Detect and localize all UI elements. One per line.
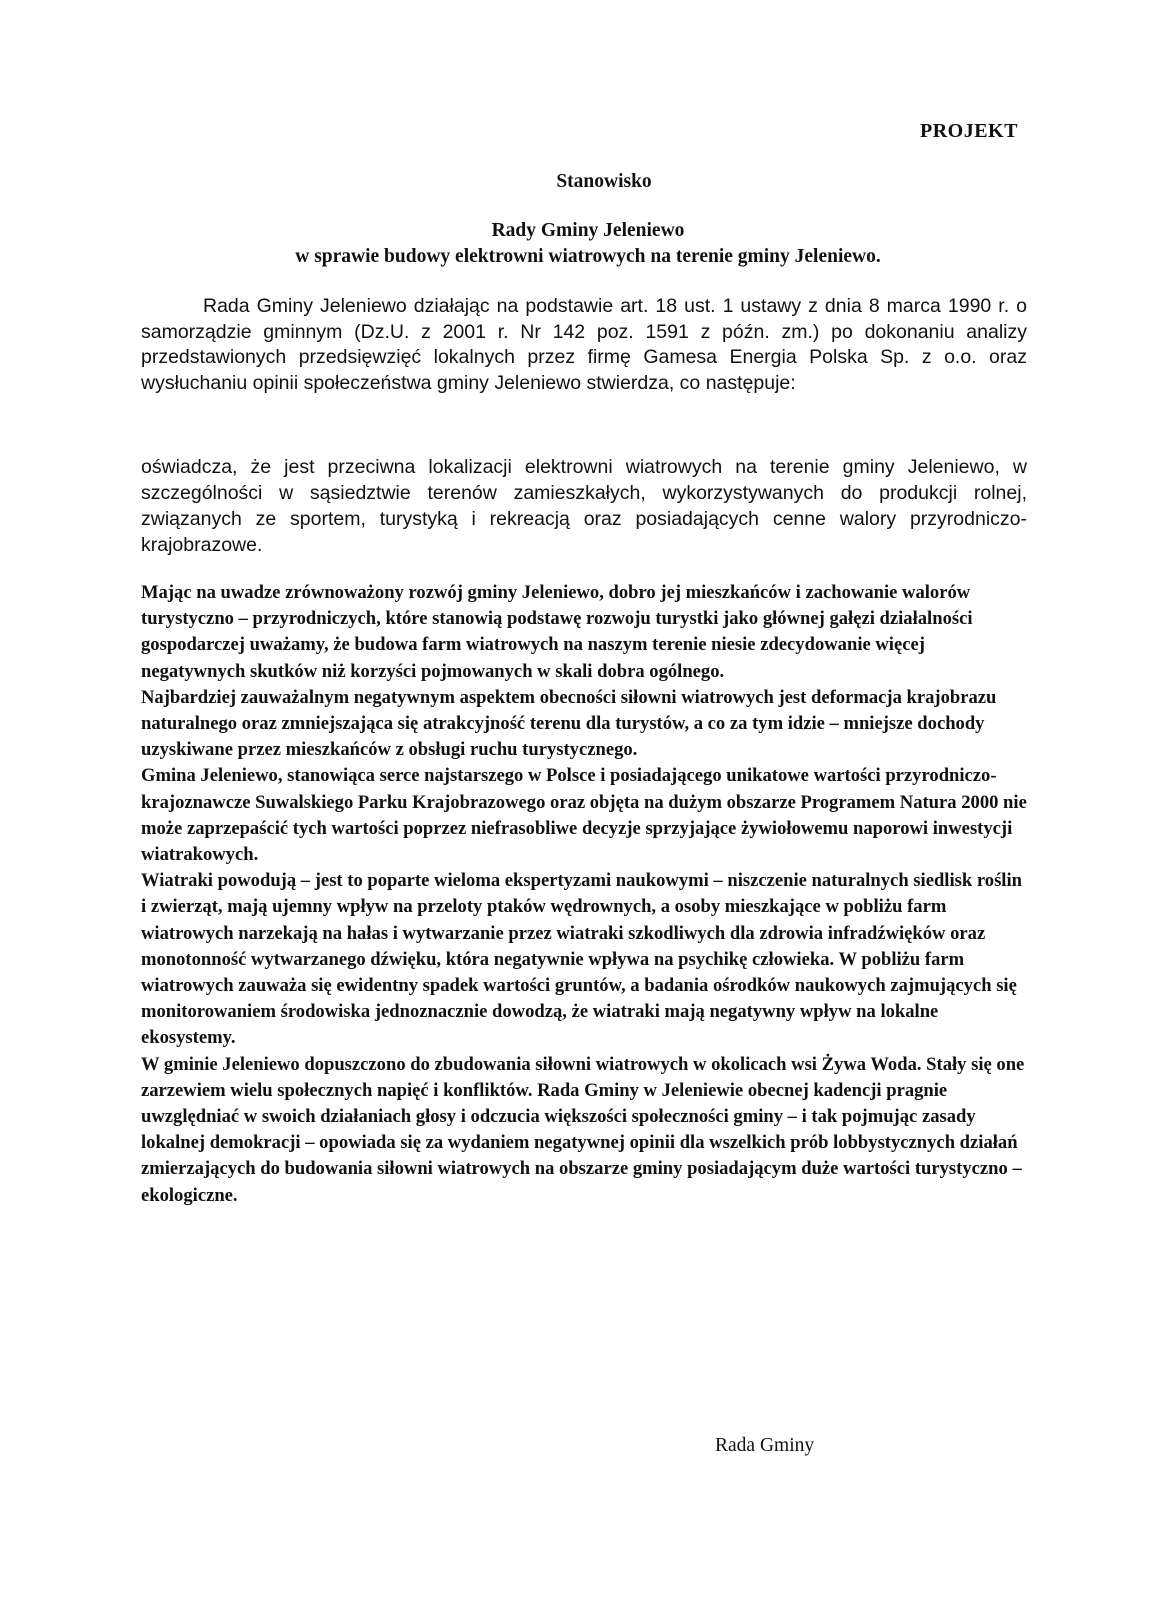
justification-paragraph: Mając na uwadze zrównoważony rozwój gminy Jeleniewo, dobro jej mieszkańców i zachowanie walorów turystyczno – przyrodniczych, które stanowią podstawę rozwoju turystki jako głównej gałęzi działalności gospodarczej uważamy, że budowa farm wiatrowych na naszym terenie niesie zdecydowanie więcej negatywnych skutków niż korzyści pojmowanych w skali dobra ogólnego. [141, 582, 973, 682]
statement-paragraph: oświadcza, że jest przeciwna lokalizacji elektrowni wiatrowych na terenie gminy Jeleniewo, w szczególności w sąsiedztwie terenów zamieszkałych, wykorzystywanych do produkcji rolnej, związanych ze sportem, turystyką i rekreacją oraz posiadających cenne walory przyrodniczo-krajobrazowe. [141, 456, 1027, 556]
justification-paragraph: Najbardziej zauważalnym negatywnym aspektem obecności siłowni wiatrowych jest deformacja krajobrazu naturalnego oraz zmniejszająca się atrakcyjność terenu dla turystów, a co za tym idzie – mniejsze dochody uzyskiwane przez mieszkańców z obsługi ruchu turystycznego. [141, 686, 997, 761]
justification-section [141, 580, 1031, 1209]
document-title: Stanowisko [556, 171, 652, 192]
document-subtitle-body: Rady Gminy Jeleniewo [491, 220, 685, 241]
project-label: PROJEKT [920, 120, 1018, 142]
document-subtitle-subject: w sprawie budowy elektrowni wiatrowych na terenie gminy Jeleniewo. [295, 246, 881, 267]
intro-paragraph: Rada Gminy Jeleniewo działając na podstawie art. 18 ust. 1 ustawy z dnia 8 marca 1990 r. o samorządzie gminnym (Dz.U. z 2001 r. Nr 142 poz. 1591 z późn. zm.) po dokonaniu analizy przedstawionych przedsięwzięć lokalnych przez firmę Gamesa Energia Polska Sp. z o.o. oraz wysłuchaniu opinii społeczeństwa gminy Jeleniewo stwierdza, co następuje: [141, 295, 1027, 394]
justification-paragraph: W gminie Jeleniewo dopuszczono do zbudowania siłowni wiatrowych w okolicach wsi Żywa Woda. Stały się one zarzewiem wielu społecznych napięć i konfliktów. Rada Gminy w Jeleniewie obecnej kadencji pragnie uwzględniać w swoich działaniach głosy i odczucia większości społeczności gminy – i tak pojmując zasady lokalnej demokracji – opowiada się za wydaniem negatywnej opinii dla wszelkich prób lobbystycznych działań zmierzających do budowania siłowni wiatrowych na obszarze gminy posiadającym duże wartości turystyczno – ekologiczne. [141, 1053, 1025, 1206]
justification-paragraph: Wiatraki powodują – jest to poparte wieloma ekspertyzami naukowymi – niszczenie naturalnych siedlisk roślin i zwierząt, mają ujemny wpływ na przeloty ptaków wędrownych, a osoby mieszkające w pobliżu farm wiatrowych narzekają na hałas i wytwarzanie przez wiatraki szkodliwych dla zdrowia infradźwięków oraz monotonność wytwarzanego dźwięku, która negatywnie wpływa na psychikę człowieka. W pobliżu farm wiatrowych zauważa się ewidentny spadek wartości gruntów, a badania ośrodków naukowych zajmujących się monitorowaniem środowiska jednoznacznie dowodzą, że wiatraki mają negatywny wpływ na lokalne ekosystemy. [141, 870, 1022, 1049]
signature: Rada Gminy [715, 1435, 815, 1456]
justification-paragraph: Gmina Jeleniewo, stanowiąca serce najstarszego w Polsce i posiadającego unikatowe wartości przyrodniczo-krajoznawcze Suwalskiego Parku Krajobrazowego oraz objęta na dużym obszarze Programem Natura 2000 nie może zaprzepaścić tych wartości poprzez niefrasobliwe decyzje sprzyjające żywiołowemu naporowi inwestycji wiatrakowych. [141, 765, 1027, 866]
